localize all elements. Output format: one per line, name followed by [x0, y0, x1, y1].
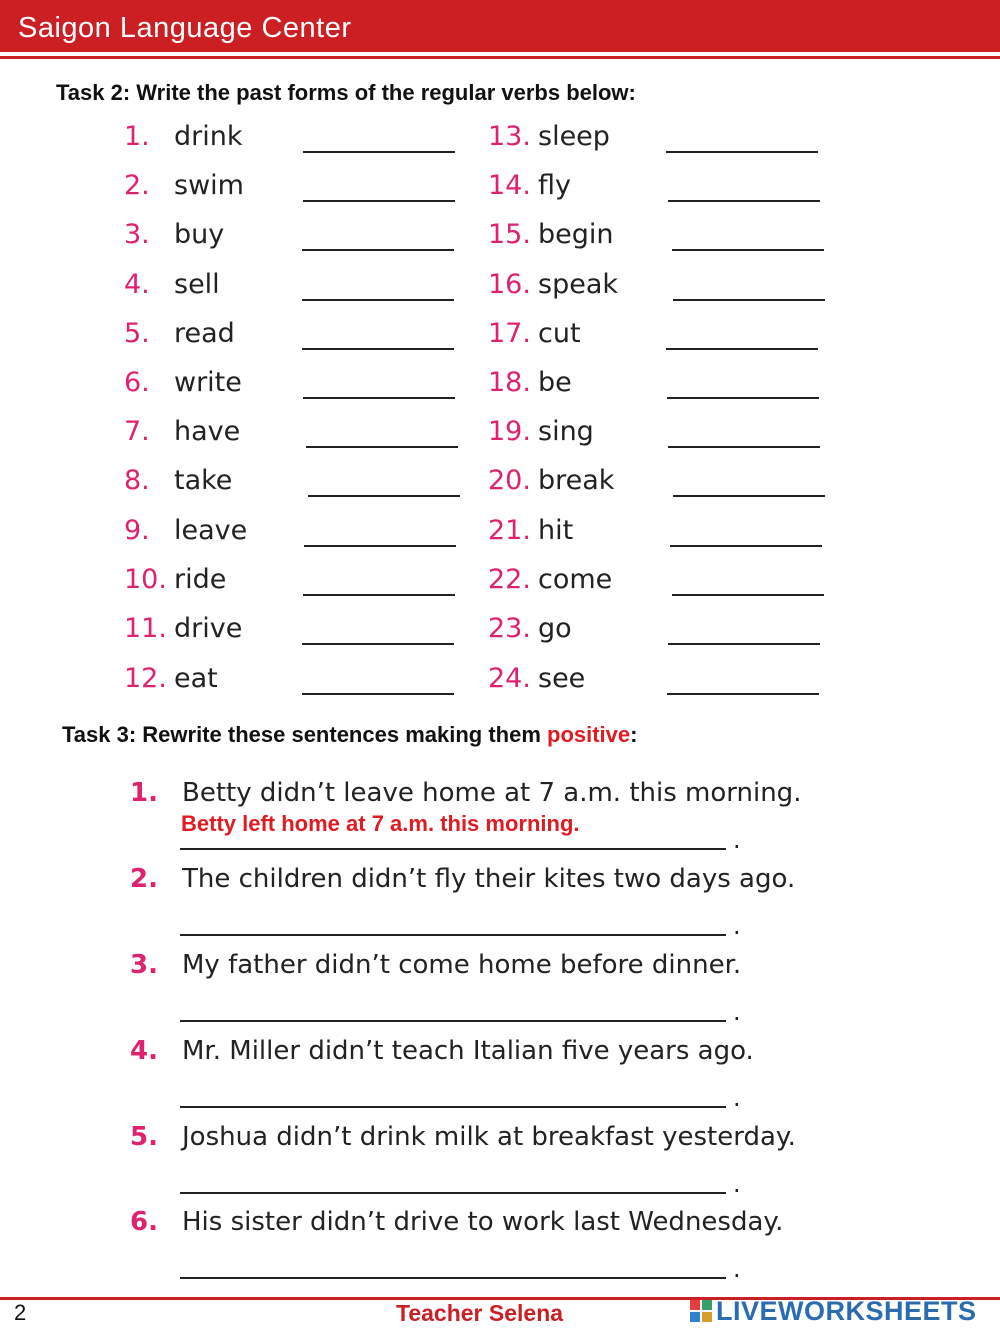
verb-number: 18. [488, 367, 531, 398]
sentence-text: Betty didn’t leave home at 7 a.m. this morning. [182, 778, 802, 808]
answer-line[interactable] [180, 1020, 726, 1022]
verb-word: come [538, 564, 613, 595]
sentence-text: Joshua didn’t drink milk at breakfast yesterday. [182, 1122, 796, 1152]
liveworksheets-brand: LIVEWORKSHEETS [716, 1296, 977, 1326]
header-bar [0, 0, 1000, 52]
verb-number: 6. [124, 367, 150, 398]
answer-blank[interactable] [672, 249, 824, 251]
answer-blank[interactable] [302, 348, 454, 350]
sentence-number: 3. [130, 950, 158, 980]
sentence-text: His sister didn’t drive to work last Wednesday. [182, 1207, 784, 1237]
verb-number: 13. [488, 121, 531, 152]
task3-title-prefix: Task 3: Rewrite these sentences making them [62, 722, 547, 747]
answer-period: . [733, 1255, 741, 1283]
answer-blank[interactable] [666, 151, 818, 153]
verb-word: sell [174, 269, 220, 300]
answer-blank[interactable] [668, 446, 820, 448]
liveworksheets-logo-icon [690, 1300, 712, 1322]
answer-blank[interactable] [666, 348, 818, 350]
task2-title: Task 2: Write the past forms of the regular verbs below: [56, 80, 636, 105]
answer-blank[interactable] [673, 495, 825, 497]
answer-period: . [733, 912, 741, 940]
sentence-answer[interactable]: Betty left home at 7 a.m. this morning. [181, 811, 580, 836]
page-number: 2 [14, 1300, 27, 1325]
verb-number: 19. [488, 416, 531, 447]
sentence-number: 6. [130, 1207, 158, 1237]
verb-number: 23. [488, 613, 531, 644]
verb-word: buy [174, 219, 225, 250]
verb-number: 22. [488, 564, 531, 595]
verb-word: leave [174, 515, 248, 546]
verb-word: break [538, 465, 615, 496]
verb-number: 9. [124, 515, 150, 546]
answer-blank[interactable] [302, 643, 454, 645]
sentence-text: The children didn’t fly their kites two days ago. [182, 864, 796, 894]
verb-word: drink [174, 121, 243, 152]
sentence-number: 4. [130, 1036, 158, 1066]
verb-word: be [538, 367, 572, 398]
verb-number: 16. [488, 269, 531, 300]
answer-period: . [733, 1170, 741, 1198]
verb-word: fly [538, 170, 571, 201]
verb-number: 12. [124, 663, 167, 694]
verb-word: write [174, 367, 242, 398]
verb-number: 7. [124, 416, 150, 447]
verb-number: 8. [124, 465, 150, 496]
answer-blank[interactable] [302, 299, 454, 301]
header-divider [0, 56, 1000, 59]
answer-line[interactable] [180, 1277, 726, 1279]
answer-blank[interactable] [303, 151, 455, 153]
answer-blank[interactable] [668, 200, 820, 202]
answer-blank[interactable] [670, 545, 822, 547]
verb-number: 14. [488, 170, 531, 201]
verb-number: 20. [488, 465, 531, 496]
verb-number: 15. [488, 219, 531, 250]
verb-word: hit [538, 515, 574, 546]
verb-word: see [538, 663, 586, 694]
task3-title-accent: positive [547, 722, 631, 747]
answer-blank[interactable] [303, 397, 455, 399]
verb-number: 2. [124, 170, 150, 201]
sentence-number: 1. [130, 778, 158, 808]
answer-blank[interactable] [672, 594, 824, 596]
verb-word: take [174, 465, 233, 496]
answer-blank[interactable] [304, 545, 456, 547]
answer-blank[interactable] [667, 397, 819, 399]
verb-word: ride [174, 564, 227, 595]
answer-period: . [733, 1084, 741, 1112]
answer-period: . [733, 826, 741, 854]
teacher-name: Teacher Selena [396, 1300, 564, 1326]
verb-number: 17. [488, 318, 531, 349]
verb-word: sleep [538, 121, 610, 152]
header-title: Saigon Language Center [18, 12, 352, 44]
verb-number: 4. [124, 269, 150, 300]
answer-blank[interactable] [306, 446, 458, 448]
verb-number: 1. [124, 121, 150, 152]
answer-blank[interactable] [303, 594, 455, 596]
verb-word: swim [174, 170, 244, 201]
answer-blank[interactable] [667, 693, 819, 695]
sentence-text: My father didn’t come home before dinner. [182, 950, 742, 980]
verb-number: 21. [488, 515, 531, 546]
answer-blank[interactable] [303, 200, 455, 202]
verb-number: 5. [124, 318, 150, 349]
answer-line[interactable] [180, 934, 726, 936]
verb-word: read [174, 318, 235, 349]
sentence-number: 2. [130, 864, 158, 894]
answer-blank[interactable] [673, 299, 825, 301]
verb-word: sing [538, 416, 594, 447]
verb-word: eat [174, 663, 218, 694]
answer-line[interactable] [180, 848, 726, 850]
answer-period: . [733, 998, 741, 1026]
sentence-number: 5. [130, 1122, 158, 1152]
answer-blank[interactable] [302, 249, 454, 251]
task3-title [62, 722, 637, 748]
verb-word: go [538, 613, 572, 644]
verb-word: drive [174, 613, 243, 644]
verb-word: speak [538, 269, 618, 300]
verb-number: 3. [124, 219, 150, 250]
sentence-text: Mr. Miller didn’t teach Italian five years ago. [182, 1036, 754, 1066]
answer-blank[interactable] [308, 495, 460, 497]
verb-word: have [174, 416, 241, 447]
verb-number: 11. [124, 613, 167, 644]
verb-word: cut [538, 318, 581, 349]
answer-line[interactable] [180, 1192, 726, 1194]
task3-title-suffix: : [630, 722, 638, 747]
answer-blank[interactable] [302, 693, 454, 695]
verb-number: 10. [124, 564, 167, 595]
verb-word: begin [538, 219, 614, 250]
verb-number: 24. [488, 663, 531, 694]
answer-blank[interactable] [668, 643, 820, 645]
answer-line[interactable] [180, 1106, 726, 1108]
